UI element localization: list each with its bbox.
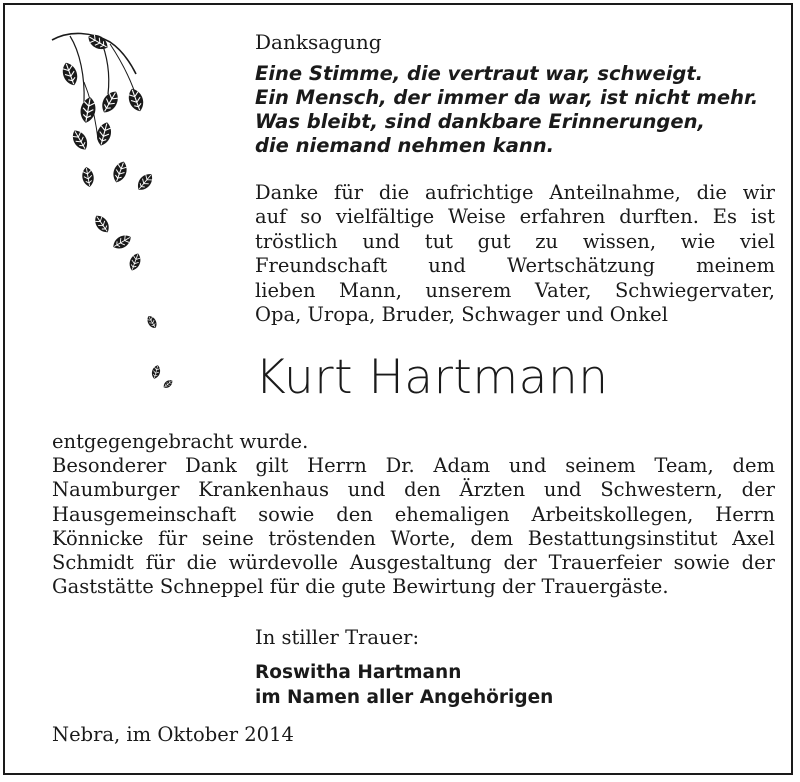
body-line: Naumburger Krankenhaus und den Ärzten und Schwestern, der xyxy=(52,478,775,502)
poem-line: Eine Stimme, die vertraut war, schweigt. xyxy=(255,62,704,85)
mourner-line: im Namen aller Angehörigen xyxy=(255,687,554,708)
deceased-name: Kurt Hartmann xyxy=(255,350,609,405)
falling-leaves-icon xyxy=(40,22,210,402)
memorial-poem xyxy=(255,62,775,158)
body-line: Besonderer Dank gilt Herrn Dr. Adam und seinem Team, dem xyxy=(52,454,775,478)
thanks-line: Freundschaft und Wertschätzung meinem xyxy=(255,254,775,278)
thanks-line: tröstlich und tut gut zu wissen, wie viel xyxy=(255,229,775,253)
poem-line: Ein Mensch, der immer da war, ist nicht mehr. xyxy=(255,86,759,109)
body-line: Schmidt für die würdevolle Ausgestaltung der Trauerfeier sowie der xyxy=(52,551,775,575)
thanks-line: lieben Mann, unserem Vater, Schwiegervater, xyxy=(255,278,775,302)
thanks-line: auf so vielfältige Weise erfahren durften. Es ist xyxy=(255,205,775,229)
mourners-block xyxy=(255,660,553,710)
thanks-line: Opa, Uropa, Bruder, Schwager und Onkel xyxy=(255,303,668,327)
mourning-label: In stiller Trauer: xyxy=(255,626,420,649)
poem-line: die niemand nehmen kann. xyxy=(255,134,555,157)
body-line: Könnicke für seine tröstenden Worte, dem Bestattungsinstitut Axel xyxy=(52,526,775,550)
place-date: Nebra, im Oktober 2014 xyxy=(52,723,294,746)
mourner-name: Roswitha Hartmann xyxy=(255,662,462,683)
thanks-paragraph xyxy=(255,181,775,327)
body-paragraph xyxy=(52,430,775,599)
body-line: Hausgemeinschaft sowie den ehemaligen Arbeitskollegen, Herrn xyxy=(52,502,775,526)
thanks-line: Danke für die aufrichtige Anteilnahme, die wir xyxy=(255,181,775,204)
poem-line: Was bleibt, sind dankbare Erinnerungen, xyxy=(255,110,705,133)
body-line: Gaststätte Schneppel für die gute Bewirtung der Trauergäste. xyxy=(52,575,669,599)
notice-heading: Danksagung xyxy=(255,30,382,54)
body-line: entgegengebracht wurde. xyxy=(52,430,309,453)
